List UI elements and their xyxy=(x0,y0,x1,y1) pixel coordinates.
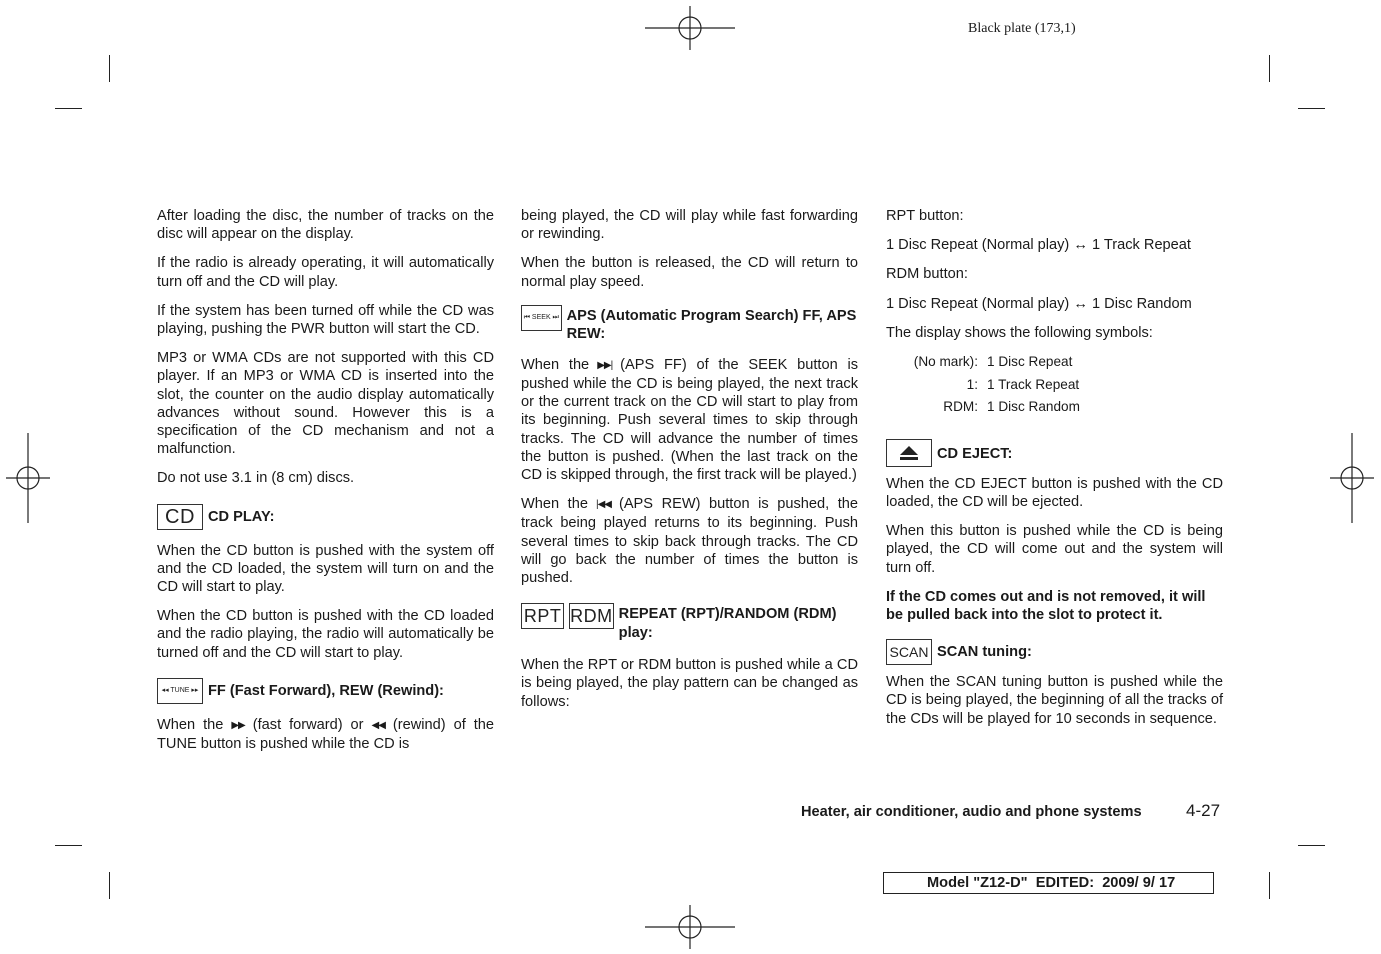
crop-mark xyxy=(55,108,82,109)
crop-mark xyxy=(1298,108,1325,109)
paragraph: Do not use 3.1 in (8 cm) discs. xyxy=(157,470,355,487)
symbol-key: (No mark): xyxy=(913,354,978,370)
text-run: When the xyxy=(521,496,588,513)
paragraph: When the SCAN tuning button is pushed while the CD is being played, the beginning of all the tracks of the CDs will be played for 10 seconds in sequence. xyxy=(886,674,1223,727)
next-track-icon: ▶▶| xyxy=(597,359,613,371)
paragraph: RDM button: xyxy=(886,266,968,283)
crop-mark xyxy=(1298,845,1325,846)
symbol-key: RDM: xyxy=(943,399,978,415)
text-run: When the xyxy=(521,356,590,373)
registration-mark-left xyxy=(6,433,50,523)
registration-mark-top xyxy=(645,6,735,50)
text-run: (fast forward) or xyxy=(252,716,364,733)
paragraph: When the CD button is pushed with the CD loaded and the radio playing, the radio will automatically be turned off and the CD will start to play. xyxy=(157,608,494,661)
rewind-icon: ◀◀ xyxy=(371,719,385,731)
aps-heading xyxy=(521,305,858,344)
symbol-list xyxy=(886,351,1223,419)
seek-button-icon: ⏮ SEEK ⏭ xyxy=(521,305,562,331)
paragraph: 1 Disc Repeat (Normal play) ↔ 1 Disc Random xyxy=(886,295,1192,312)
ff-rew-heading xyxy=(157,678,494,704)
symbol-key: 1: xyxy=(966,376,978,392)
crop-mark xyxy=(1269,55,1270,82)
cd-play-heading xyxy=(157,504,494,530)
symbol-value: 1 Disc Random xyxy=(987,399,1080,415)
registration-mark-bottom xyxy=(645,905,735,949)
paragraph: When the button is released, the CD will return to normal play speed. xyxy=(521,255,858,290)
symbol-row xyxy=(886,396,1223,419)
tune-button-icon: ◂◂ TUNE ▸▸ xyxy=(157,678,203,704)
crop-mark xyxy=(1269,872,1270,899)
paragraph: When the RPT or RDM button is pushed while a CD is being played, the play pattern can be changed as follows: xyxy=(521,657,858,710)
rpt-button-icon: RPT xyxy=(521,603,564,629)
crop-mark xyxy=(109,55,110,82)
paragraph: MP3 or WMA CDs are not supported with this CD player. If an MP3 or WMA CD is inserted into the slot, the counter on the audio display automatically advances without sound. However this is a specification of the CD mechanism and not a malfunction. xyxy=(157,350,494,458)
text-run: When the xyxy=(157,716,224,733)
section-heading: CD PLAY: xyxy=(208,508,275,525)
paragraph: being played, the CD will play while fast forwarding or rewinding. xyxy=(521,208,858,243)
paragraph: When the CD button is pushed with the system off and the CD loaded, the system will turn on and the CD will start to play. xyxy=(157,542,494,596)
warning-paragraph: If the CD comes out and is not removed, it will be pulled back into the slot to protect it. xyxy=(886,588,1206,624)
section-heading: REPEAT (RPT)/RANDOM (RDM) play: xyxy=(618,606,837,641)
symbol-value: 1 Track Repeat xyxy=(987,376,1080,392)
model-box: Model "Z12-D" EDITED: 2009/ 9/ 17 xyxy=(883,872,1214,894)
paragraph: The display shows the following symbols: xyxy=(886,324,1153,341)
paragraph: When the CD EJECT button is pushed with the CD loaded, the CD will be ejected. xyxy=(886,475,1223,510)
paragraph xyxy=(521,356,858,484)
cd-button-icon: CD xyxy=(157,504,203,530)
symbol-row xyxy=(886,351,1223,374)
section-heading: CD EJECT: xyxy=(937,445,1013,462)
symbol-value: 1 Disc Repeat xyxy=(987,354,1073,370)
repeat-random-heading xyxy=(521,603,858,642)
column-2 xyxy=(521,207,858,722)
section-footer: Heater, air conditioner, audio and phone systems xyxy=(801,804,1142,820)
crop-mark xyxy=(55,845,82,846)
rdm-button-icon: RDM xyxy=(569,603,614,629)
paragraph: If the system has been turned off while the CD was playing, pushing the PWR button will start the CD. xyxy=(157,302,494,338)
column-1 xyxy=(157,207,494,764)
paragraph xyxy=(157,716,494,753)
paragraph: If the radio is already operating, it will automatically turn off and the CD will play. xyxy=(157,255,494,290)
paragraph: When this button is pushed while the CD is being played, the CD will come out and the system will turn off. xyxy=(886,523,1223,576)
section-heading: APS (Automatic Program Search) FF, APS REW: xyxy=(566,307,857,343)
paragraph: After loading the disc, the number of tracks on the disc will appear on the display. xyxy=(157,208,494,243)
fast-forward-icon: ▶▶ xyxy=(231,719,245,731)
cd-eject-heading xyxy=(886,439,1223,467)
previous-track-icon: |◀◀ xyxy=(595,499,611,511)
page-number: 4-27 xyxy=(1186,801,1221,820)
registration-mark-right xyxy=(1330,433,1374,523)
paragraph: RPT button: xyxy=(886,208,964,224)
section-heading: FF (Fast Forward), REW (Rewind): xyxy=(208,682,444,699)
text-run: (APS FF) of the SEEK button is pushed while the CD is being played, the next track or the current track on the CD will start to play from its beginning. Push several times to skip through tracks. The CD will advance the number of times the button is pushed. (When the last track on the CD is skipped through, the first track will be played.) xyxy=(521,356,859,484)
paragraph: 1 Disc Repeat (Normal play) ↔ 1 Track Repeat xyxy=(886,237,1191,254)
paragraph xyxy=(521,495,858,587)
text-run: (APS REW) button is pushed, the track being played returns to its beginning. Push several times to skip back through tracks. The CD will go back the number of times the button is pushed. xyxy=(521,496,859,587)
scan-heading xyxy=(886,639,1223,665)
eject-button-icon xyxy=(886,439,932,467)
symbol-row xyxy=(886,374,1223,397)
crop-mark xyxy=(109,872,110,899)
column-3 xyxy=(886,207,1223,739)
section-heading: SCAN tuning: xyxy=(937,644,1032,661)
text-run: (rewind) of the TUNE button is pushed while the CD is xyxy=(157,716,494,753)
plate-label: Black plate (173,1) xyxy=(968,21,1076,36)
scan-button-icon: SCAN xyxy=(886,639,932,665)
